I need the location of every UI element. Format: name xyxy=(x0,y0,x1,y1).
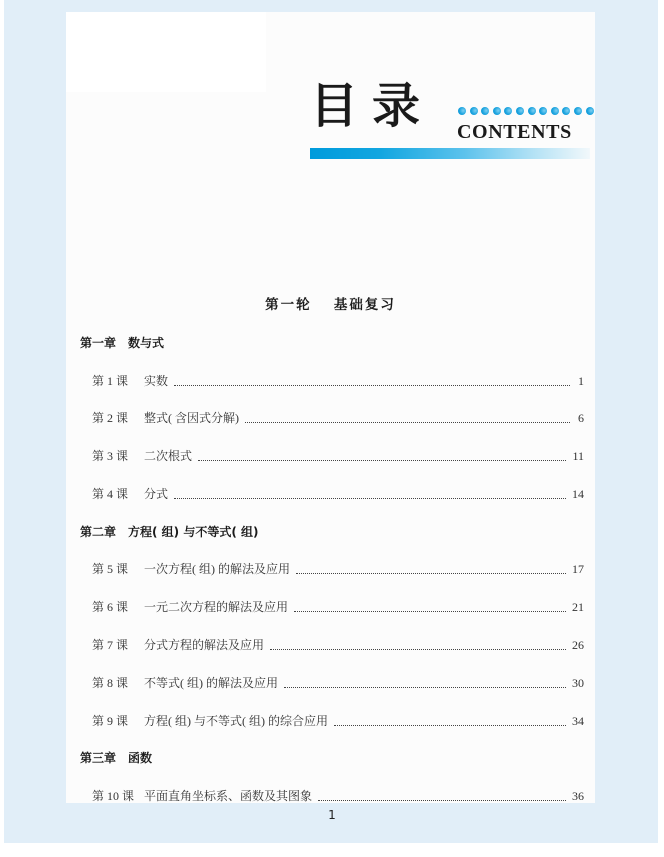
dot-icon xyxy=(470,107,478,115)
chapter-heading[interactable]: 第三章 函数 xyxy=(80,751,153,765)
lesson-title: 分式方程的解法及应用 xyxy=(144,638,265,652)
lesson-number: 第 7 课 xyxy=(92,638,129,652)
dot-leader xyxy=(270,649,566,650)
contents-subtitle: CONTENTS xyxy=(457,121,572,143)
lesson-number: 第 5 课 xyxy=(92,562,129,576)
dot-leader xyxy=(174,385,570,386)
dot-icon xyxy=(551,107,559,115)
lesson-page-number: 17 xyxy=(572,562,584,576)
dot-leader xyxy=(334,725,566,726)
dot-leader xyxy=(174,498,566,499)
toc-entry[interactable] xyxy=(92,788,584,803)
dot-icon xyxy=(516,107,524,115)
toc-entry[interactable] xyxy=(92,410,584,426)
lesson-number: 第 9 课 xyxy=(92,714,129,728)
lesson-title: 方程( 组) 与不等式( 组) 的综合应用 xyxy=(144,714,328,728)
lesson-page-number: 36 xyxy=(572,789,584,803)
toc-entry[interactable] xyxy=(92,713,584,729)
lesson-number: 第 4 课 xyxy=(92,487,129,501)
page-decoration xyxy=(66,12,266,92)
lesson-page-number: 6 xyxy=(578,411,584,425)
section-title: 第一轮 基础复习 xyxy=(265,297,396,313)
dot-icon xyxy=(562,107,570,115)
toc-entry[interactable] xyxy=(92,561,584,577)
chapter-heading[interactable]: 第一章 数与式 xyxy=(80,336,165,350)
dot-leader xyxy=(245,422,570,423)
toc-entry[interactable] xyxy=(92,448,584,464)
lesson-page-number: 21 xyxy=(572,600,584,614)
dot-icon xyxy=(574,107,582,115)
lesson-page-number: 34 xyxy=(572,714,584,728)
lesson-number: 第 8 课 xyxy=(92,676,129,690)
lesson-page-number: 11 xyxy=(572,449,584,463)
dot-icon xyxy=(528,107,536,115)
dot-icon xyxy=(481,107,489,115)
dot-leader xyxy=(318,800,566,801)
toc-entry[interactable] xyxy=(92,675,584,691)
dot-leader xyxy=(284,687,566,688)
dot-icon xyxy=(493,107,501,115)
toc-entry[interactable] xyxy=(92,637,584,653)
lesson-title: 实数 xyxy=(144,374,169,388)
page-number-indicator: 1 xyxy=(328,808,336,822)
lesson-title: 分式 xyxy=(144,487,169,501)
lesson-number: 第 2 课 xyxy=(92,411,129,425)
lesson-number: 第 1 课 xyxy=(92,374,129,388)
dot-icon xyxy=(504,107,512,115)
lesson-title: 平面直角坐标系、函数及其图象 xyxy=(144,789,313,803)
dot-leader xyxy=(198,460,566,461)
lesson-title: 不等式( 组) 的解法及应用 xyxy=(144,676,278,690)
lesson-title: 二次根式 xyxy=(144,449,193,463)
toc-entry[interactable] xyxy=(92,486,584,502)
dots-decoration xyxy=(458,107,594,115)
dot-icon xyxy=(539,107,547,115)
lesson-page-number: 26 xyxy=(572,638,584,652)
lesson-page-number: 30 xyxy=(572,676,584,690)
lesson-page-number: 1 xyxy=(578,374,584,388)
lesson-title: 整式( 含因式分解) xyxy=(144,411,239,425)
lesson-number: 第 3 课 xyxy=(92,449,129,463)
lesson-title: 一元二次方程的解法及应用 xyxy=(144,600,289,614)
toc-entry[interactable] xyxy=(92,373,584,389)
document-page xyxy=(66,12,595,803)
toc-title: 目录 xyxy=(310,78,435,134)
dot-icon xyxy=(458,107,466,115)
chapter-heading[interactable]: 第二章 方程( 组) 与不等式( 组) xyxy=(80,525,259,539)
dot-leader xyxy=(294,611,566,612)
lesson-title: 一次方程( 组) 的解法及应用 xyxy=(144,562,290,576)
dot-icon xyxy=(586,107,594,115)
dot-leader xyxy=(296,573,566,574)
toc-entry[interactable] xyxy=(92,599,584,615)
header-gradient-bar xyxy=(310,148,590,159)
lesson-number: 第 10 课 xyxy=(92,789,135,803)
lesson-page-number: 14 xyxy=(572,487,584,501)
lesson-number: 第 6 课 xyxy=(92,600,129,614)
